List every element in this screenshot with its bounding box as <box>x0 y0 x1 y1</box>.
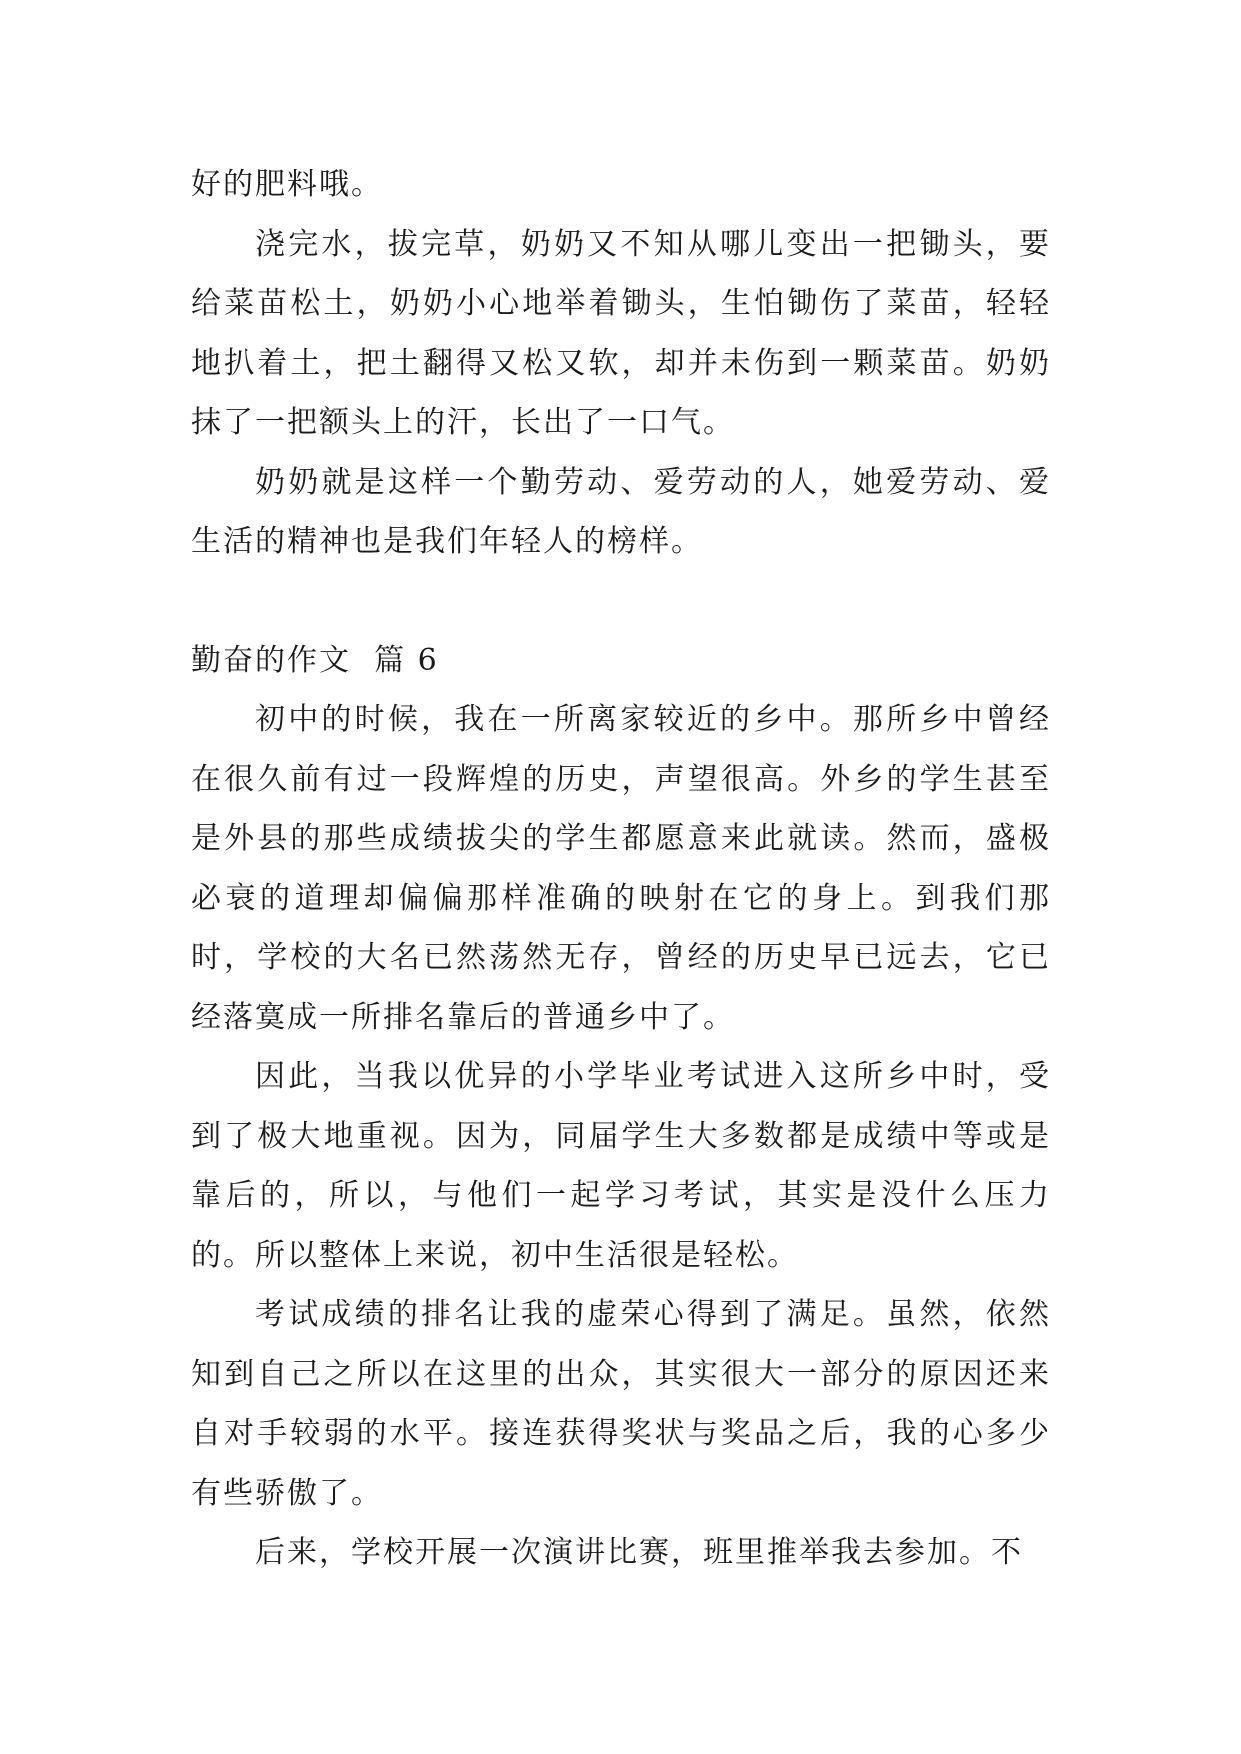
paragraph-exam-ranking: 考试成绩的排名让我的虚荣心得到了满足。虽然，依然知到自己之所以在这里的出众，其实很大一部分的原因还来自对手较弱的水平。接连获得奖状与奖品之后，我的心多少有些骄傲了。 <box>191 1297 1051 1511</box>
paragraph-grandma-summary: 奶奶就是这样一个勤劳动、爱劳动的人，她爱劳动、爱生活的精神也是我们年轻人的榜样。 <box>191 464 1051 559</box>
paragraph-continuation: 好的肥料哦。 <box>191 167 383 202</box>
paragraph-speech-contest: 后来，学校开展一次演讲比赛，班里推举我去参加。不 <box>255 1535 1023 1570</box>
paragraph-therefore: 因此，当我以优异的小学毕业考试进入这所乡中时，受到了极大地重视。因为，同届学生大多数都是成绩中等或是靠后的，所以，与他们一起学习考试，其实是没什么压力的。所以整体上来说，初中生活很是轻松。 <box>191 1059 1051 1273</box>
paragraph-junior-school: 初中的时候，我在一所离家较近的乡中。那所乡中曾经在很久前有过一段辉煌的历史，声望很高。外乡的学生甚至是外县的那些成绩拔尖的学生都愿意来此就读。然而，盛极必衰的道理却偏偏那样准确的映射在它的身上。到我们那时，学校的大名已然荡然无存，曾经的历史早已远去，它已经落寞成一所排名靠后的普通乡中了。 <box>191 702 1051 1035</box>
paragraph-watering: 浇完水，拔完草，奶奶又不知从哪儿变出一把锄头，要给菜苗松土，奶奶小心地举着锄头，生怕锄伤了菜苗，轻轻地扒着土，把土翻得又松又软，却并未伤到一颗菜苗。奶奶抹了一把额头上的汗，长出了一口气。 <box>191 226 1051 440</box>
document-body <box>191 155 1051 1583</box>
section-spacer <box>191 572 1051 631</box>
section-heading: 勤奋的作文 篇 6 <box>191 642 439 678</box>
